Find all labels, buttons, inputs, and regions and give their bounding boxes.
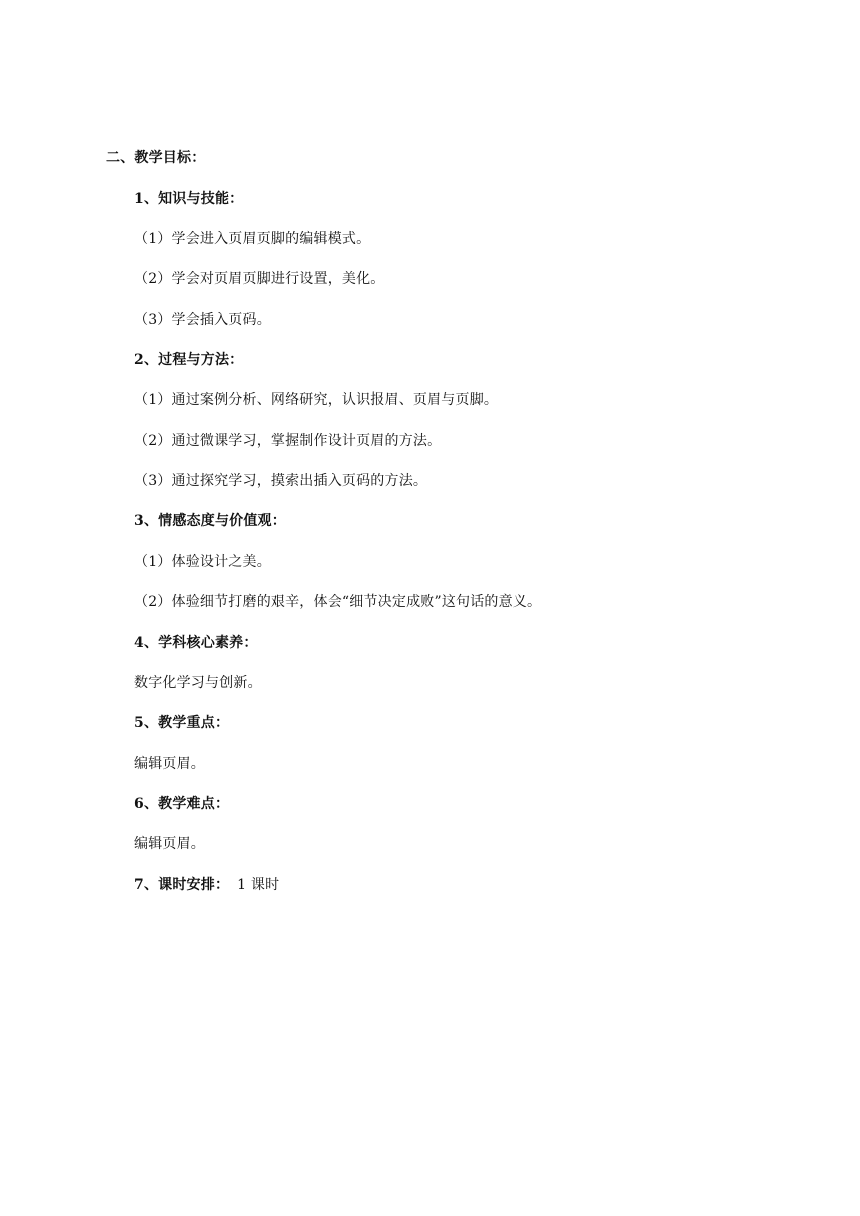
difficulty-text: 编辑页眉。 [134, 836, 205, 852]
process-item-1: （1）通过案例分析、网络研究，认识报眉、页眉与页脚。 [134, 392, 499, 408]
section-title: 二、教学目标： [106, 150, 206, 166]
class-arrangement-row [134, 875, 279, 895]
emotion-item-1: （1）体验设计之美。 [134, 554, 271, 570]
knowledge-item-2: （2）学会对页眉页脚进行设置，美化。 [134, 271, 385, 287]
knowledge-item-3: （3）学会插入页码。 [134, 312, 271, 328]
emotion-values-heading: 3、情感态度与价值观： [134, 513, 286, 529]
emotion-item-2: （2）体验细节打磨的艰辛，体会“细节决定成败”这句话的意义。 [134, 594, 542, 610]
knowledge-skills-heading: 1、知识与技能： [134, 191, 244, 207]
core-literacy-heading: 4、学科核心素养： [134, 635, 258, 651]
key-point-heading: 5、教学重点： [134, 715, 230, 731]
core-literacy-text: 数字化学习与创新。 [134, 675, 262, 691]
key-point-text: 编辑页眉。 [134, 756, 205, 772]
knowledge-item-1: （1）学会进入页眉页脚的编辑模式。 [134, 231, 371, 247]
process-item-3: （3）通过探究学习，摸索出插入页码的方法。 [134, 473, 428, 489]
difficulty-heading: 6、教学难点： [134, 796, 230, 812]
class-arrangement-heading: 7、课时安排： [134, 877, 230, 893]
class-arrangement-value: 1 课时 [237, 877, 280, 893]
process-methods-heading: 2、过程与方法： [134, 352, 244, 368]
process-item-2: （2）通过微课学习，掌握制作设计页眉的方法。 [134, 433, 442, 449]
